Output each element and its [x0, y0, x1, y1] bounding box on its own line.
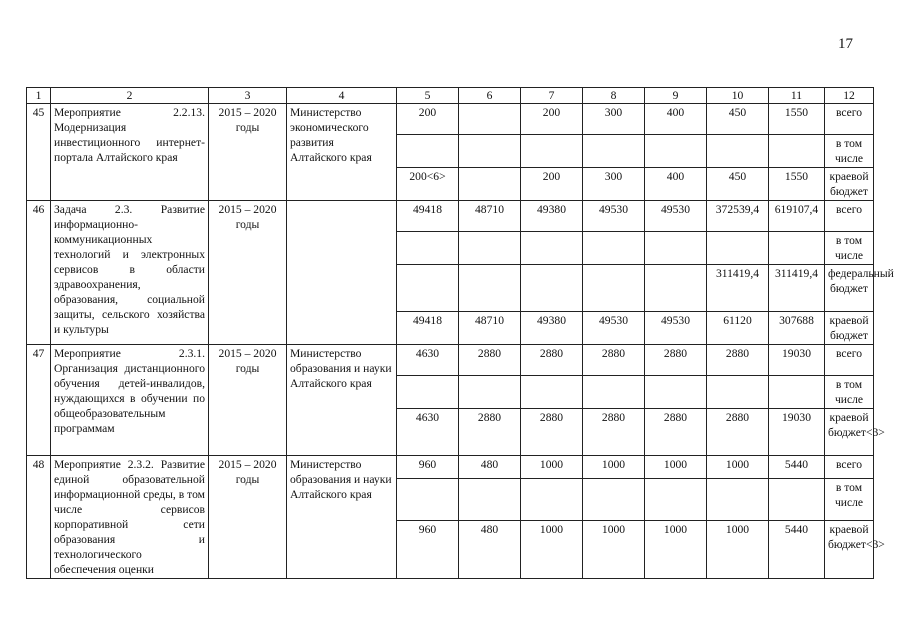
value-cell: 450 [707, 168, 769, 201]
table-row [27, 104, 874, 135]
value-cell [459, 104, 521, 135]
value-cell: 400 [645, 168, 707, 201]
value-cell: 2880 [521, 345, 583, 376]
value-cell: 619107,4 [769, 201, 825, 232]
row-number: 46 [27, 201, 51, 345]
value-cell: 960 [397, 521, 459, 579]
page-number: 17 [838, 36, 853, 52]
value-cell: 49530 [583, 201, 645, 232]
funding-source: федеральный бюджет [825, 265, 874, 312]
table-row [27, 456, 874, 479]
value-cell: 48710 [459, 201, 521, 232]
row-number: 47 [27, 345, 51, 456]
column-header: 5 [397, 88, 459, 104]
value-cell [397, 479, 459, 521]
funding-source: всего [825, 201, 874, 232]
value-cell [459, 232, 521, 265]
value-cell [707, 376, 769, 409]
value-cell: 200 [397, 104, 459, 135]
value-cell [397, 265, 459, 312]
table-row [27, 345, 874, 376]
value-cell: 2880 [459, 409, 521, 456]
value-cell: 49530 [645, 201, 707, 232]
header-row [27, 88, 874, 104]
activity-description: Задача 2.3. Развитие информационно-коммуникационных технологий и электронных сервисов в области здравоохранения, образования, социальной защиты, сельского хозяйства и культуры [51, 201, 209, 345]
value-cell: 19030 [769, 409, 825, 456]
value-cell: 49380 [521, 312, 583, 345]
value-cell [645, 135, 707, 168]
column-header: 12 [825, 88, 874, 104]
value-cell: 2880 [583, 345, 645, 376]
period: 2015 – 2020 годы [209, 345, 287, 456]
value-cell: 2880 [707, 409, 769, 456]
value-cell: 400 [645, 104, 707, 135]
value-cell: 200<6> [397, 168, 459, 201]
activity-description: Мероприятие 2.2.13. Модернизация инвестиционного интернет-портала Алтайского края [51, 104, 209, 201]
value-cell: 2880 [583, 409, 645, 456]
column-header: 1 [27, 88, 51, 104]
funding-source: всего [825, 345, 874, 376]
value-cell: 300 [583, 168, 645, 201]
funding-source: краевой бюджет<3> [825, 409, 874, 456]
activity-description: Мероприятие 2.3.1. Организация дистанционного обучения детей-инвалидов, нуждающихся в обучении по общеобразовательным программам [51, 345, 209, 456]
value-cell: 300 [583, 104, 645, 135]
funding-source: в том числе [825, 232, 874, 265]
value-cell [769, 232, 825, 265]
value-cell: 48710 [459, 312, 521, 345]
value-cell: 5440 [769, 456, 825, 479]
value-cell: 1550 [769, 104, 825, 135]
value-cell: 2880 [645, 345, 707, 376]
value-cell [397, 135, 459, 168]
period: 2015 – 2020 годы [209, 201, 287, 345]
value-cell: 200 [521, 168, 583, 201]
value-cell: 49380 [521, 201, 583, 232]
value-cell [521, 479, 583, 521]
value-cell [769, 479, 825, 521]
value-cell: 1000 [707, 521, 769, 579]
value-cell: 4630 [397, 409, 459, 456]
activity-description: Мероприятие 2.3.2. Развитие единой образовательной информационной среды, в том числе сервисов корпоративной сети образования и технологического обеспечения оценки [51, 456, 209, 579]
value-cell: 19030 [769, 345, 825, 376]
value-cell [645, 376, 707, 409]
value-cell: 311419,4 [769, 265, 825, 312]
value-cell [583, 376, 645, 409]
period: 2015 – 2020 годы [209, 104, 287, 201]
value-cell: 372539,4 [707, 201, 769, 232]
value-cell [459, 479, 521, 521]
funding-source: краевой бюджет<3> [825, 521, 874, 579]
value-cell: 307688 [769, 312, 825, 345]
value-cell: 49418 [397, 312, 459, 345]
value-cell [521, 232, 583, 265]
value-cell: 1000 [645, 521, 707, 579]
column-header: 7 [521, 88, 583, 104]
executor: Министерство образования и науки Алтайского края [287, 345, 397, 456]
executor [287, 201, 397, 345]
funding-source: в том числе [825, 135, 874, 168]
value-cell [583, 265, 645, 312]
value-cell [645, 232, 707, 265]
funding-source: в том числе [825, 479, 874, 521]
executor: Министерство экономического развития Алтайского края [287, 104, 397, 201]
column-header: 9 [645, 88, 707, 104]
value-cell [707, 479, 769, 521]
value-cell [459, 135, 521, 168]
value-cell [769, 135, 825, 168]
value-cell: 49530 [583, 312, 645, 345]
value-cell [769, 376, 825, 409]
value-cell: 2880 [645, 409, 707, 456]
value-cell: 450 [707, 104, 769, 135]
funding-source: краевой бюджет [825, 168, 874, 201]
column-header: 4 [287, 88, 397, 104]
value-cell: 2880 [521, 409, 583, 456]
value-cell [521, 265, 583, 312]
value-cell: 1550 [769, 168, 825, 201]
column-header: 2 [51, 88, 209, 104]
value-cell [397, 232, 459, 265]
value-cell: 4630 [397, 345, 459, 376]
funding-source: всего [825, 456, 874, 479]
value-cell [459, 376, 521, 409]
funding-source: краевой бюджет [825, 312, 874, 345]
executor: Министерство образования и науки Алтайского края [287, 456, 397, 579]
value-cell: 1000 [521, 521, 583, 579]
value-cell: 5440 [769, 521, 825, 579]
row-number: 48 [27, 456, 51, 579]
value-cell: 2880 [459, 345, 521, 376]
value-cell [645, 479, 707, 521]
value-cell: 61120 [707, 312, 769, 345]
value-cell [707, 135, 769, 168]
value-cell: 49418 [397, 201, 459, 232]
value-cell: 1000 [583, 521, 645, 579]
value-cell: 960 [397, 456, 459, 479]
value-cell: 49530 [645, 312, 707, 345]
value-cell [459, 265, 521, 312]
column-header: 8 [583, 88, 645, 104]
value-cell: 1000 [583, 456, 645, 479]
value-cell [521, 135, 583, 168]
value-cell: 200 [521, 104, 583, 135]
column-header: 11 [769, 88, 825, 104]
value-cell [521, 376, 583, 409]
value-cell [459, 168, 521, 201]
row-number: 45 [27, 104, 51, 201]
period: 2015 – 2020 годы [209, 456, 287, 579]
value-cell [397, 376, 459, 409]
column-header: 3 [209, 88, 287, 104]
column-header: 6 [459, 88, 521, 104]
value-cell: 480 [459, 456, 521, 479]
column-header: 10 [707, 88, 769, 104]
value-cell [583, 135, 645, 168]
funding-source: в том числе [825, 376, 874, 409]
funding-source: всего [825, 104, 874, 135]
value-cell: 1000 [521, 456, 583, 479]
value-cell [583, 232, 645, 265]
program-table [26, 87, 894, 579]
value-cell [583, 479, 645, 521]
table-row [27, 201, 874, 232]
value-cell: 311419,4 [707, 265, 769, 312]
value-cell [707, 232, 769, 265]
value-cell: 2880 [707, 345, 769, 376]
value-cell: 1000 [645, 456, 707, 479]
value-cell: 1000 [707, 456, 769, 479]
value-cell: 480 [459, 521, 521, 579]
value-cell [645, 265, 707, 312]
